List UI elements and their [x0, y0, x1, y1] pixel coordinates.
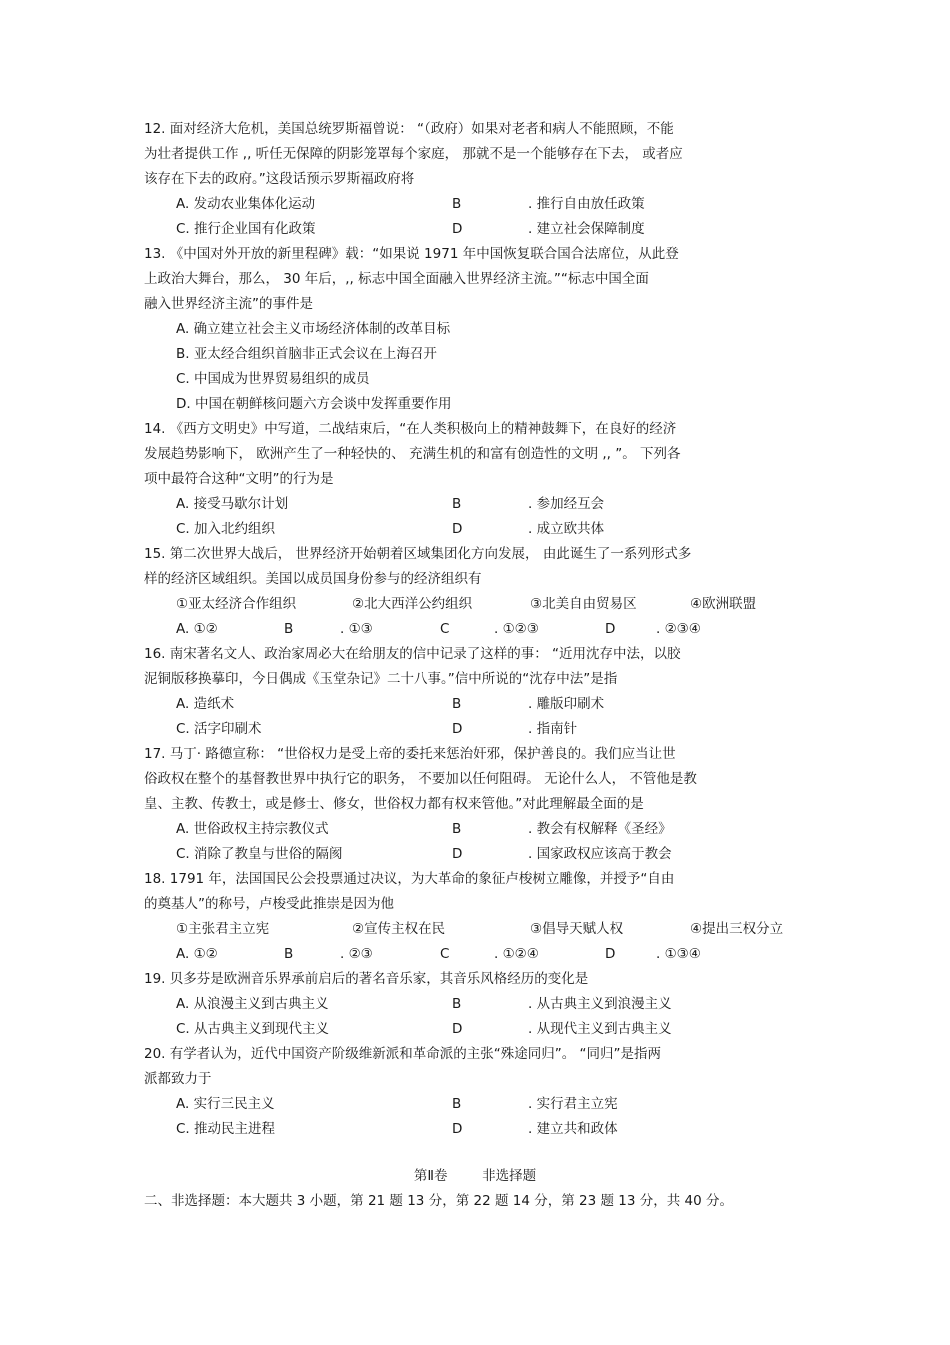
section-title-name: 非选择题	[482, 1168, 537, 1184]
option-letter: B	[452, 496, 462, 512]
question-text-line: 俗政权在整个的基督教世界中执行它的职务， 不要加以任何阻碍。 无论什么人， 不管他是教	[144, 771, 697, 787]
question-text-line: 17. 马丁· 路德宣称： “世俗权力是受上帝的委托来惩治奸邪，保护善良的。我们应当让世	[144, 746, 676, 762]
statement-item: ③北美自由贸易区	[530, 596, 637, 612]
statement-item: ①主张君主立宪	[176, 921, 270, 937]
option-letter: B	[452, 696, 462, 712]
short-option: . ②③④	[656, 621, 701, 637]
question-text-line: 项中最符合这种“文明”的行为是	[144, 471, 334, 487]
option-right: . 实行君主立宪	[528, 1096, 618, 1112]
short-option: . ①②③	[494, 621, 539, 637]
question-text-line: 15. 第二次世界大战后， 世界经济开始朝着区域集团化方向发展， 由此诞生了一系列形式多	[144, 546, 692, 562]
option-left: A. 从浪漫主义到古典主义	[176, 996, 329, 1012]
question-text-line: 该存在下去的政府。”这段话预示罗斯福政府将	[144, 171, 415, 187]
question-text-line: 13. 《中国对外开放的新里程碑》载：“如果说 1971 年中国恢复联合国合法席位，从此登	[144, 246, 679, 262]
statement-item: ①亚太经济合作组织	[176, 596, 297, 612]
section-title	[0, 1166, 950, 1186]
option-letter: B	[452, 1096, 462, 1112]
option-right: . 成立欧共体	[528, 521, 605, 537]
option-right: . 教会有权解释《圣经》	[528, 821, 672, 837]
option-right: . 从古典主义到浪漫主义	[528, 996, 672, 1012]
question-text-line: 皇、主教、传教士，或是修士、修女，世俗权力都有权来管他。”对此理解最全面的是	[144, 796, 644, 812]
question-text-line: 20. 有学者认为，近代中国资产阶级维新派和革命派的主张“殊途同归”。 “同归”是指两	[144, 1046, 662, 1062]
short-option: A. ①②	[176, 946, 218, 962]
option-item: B. 亚太经合组织首脑非正式会议在上海召开	[176, 346, 437, 362]
option-item: A. 确立建立社会主义市场经济体制的改革目标	[176, 321, 451, 337]
option-left: C. 从古典主义到现代主义	[176, 1021, 330, 1037]
statement-item: ②北大西洋公约组织	[352, 596, 473, 612]
option-item: D. 中国在朝鲜核问题六方会谈中发挥重要作用	[176, 396, 452, 412]
option-right: . 国家政权应该高于教会	[528, 846, 672, 862]
question-text-line: 14. 《西方文明史》中写道，二战结束后，“在人类积极向上的精神鼓舞下，在良好的经济	[144, 421, 677, 437]
option-right: . 推行自由放任政策	[528, 196, 645, 212]
option-letter: D	[452, 721, 463, 737]
option-letter: D	[452, 846, 463, 862]
short-option: . ①③④	[656, 946, 701, 962]
option-letter: D	[452, 1021, 463, 1037]
option-left: A. 造纸术	[176, 696, 235, 712]
option-left: C. 加入北约组织	[176, 521, 276, 537]
option-letter: D	[452, 221, 463, 237]
option-left: C. 推行企业国有化政策	[176, 221, 316, 237]
section-instruction: 二、非选择题：本大题共 3 小题，第 21 题 13 分，第 22 题 14 分，第 23 题 13 分，共 40 分。	[144, 1193, 733, 1209]
section-title-part: 第Ⅱ卷	[413, 1168, 448, 1184]
short-option: C	[440, 621, 450, 637]
short-option: C	[440, 946, 450, 962]
question-text-line: 12. 面对经济大危机，美国总统罗斯福曾说： “（政府）如果对老者和病人不能照顾，不能	[144, 121, 674, 137]
option-right: . 指南针	[528, 721, 578, 737]
option-right: . 雕版印刷术	[528, 696, 605, 712]
statement-item: ④提出三权分立	[690, 921, 784, 937]
option-left: A. 接受马歇尔计划	[176, 496, 289, 512]
option-right: . 建立社会保障制度	[528, 221, 645, 237]
short-option: . ②③	[340, 946, 373, 962]
question-text-line: 融入世界经济主流”的事件是	[144, 296, 313, 312]
option-right: . 参加经互会	[528, 496, 605, 512]
option-letter: B	[452, 996, 462, 1012]
option-item: C. 中国成为世界贸易组织的成员	[176, 371, 370, 387]
question-text-line: 18. 1791 年，法国国民公会投票通过决议，为大革命的象征卢梭树立雕像，并授予“自由	[144, 871, 675, 887]
option-letter: D	[452, 1121, 463, 1137]
short-option: D	[605, 621, 616, 637]
question-text-line: 19. 贝多芬是欧洲音乐界承前启后的著名音乐家，其音乐风格经历的变化是	[144, 971, 589, 987]
question-text-line: 样的经济区域组织。美国以成员国身份参与的经济组织有	[144, 571, 482, 587]
short-option: . ①③	[340, 621, 373, 637]
option-letter: B	[452, 196, 462, 212]
question-text-line: 的奠基人”的称号，卢梭受此推崇是因为他	[144, 896, 394, 912]
option-left: C. 活字印刷术	[176, 721, 262, 737]
option-letter: B	[452, 821, 462, 837]
option-left: C. 消除了教皇与世俗的隔阂	[176, 846, 343, 862]
question-text-line: 上政治大舞台，那么， 30 年后，,, 标志中国全面融入世界经济主流。”“标志中国全面	[144, 271, 649, 287]
short-option: . ①②④	[494, 946, 539, 962]
option-left: A. 实行三民主义	[176, 1096, 275, 1112]
statement-item: ③倡导天赋人权	[530, 921, 624, 937]
question-text-line: 为壮者提供工作 ,, 听任无保障的阴影笼罩每个家庭， 那就不是一个能够存在下去， 或者应	[144, 146, 683, 162]
option-right: . 建立共和政体	[528, 1121, 618, 1137]
option-right: . 从现代主义到古典主义	[528, 1021, 672, 1037]
short-option: D	[605, 946, 616, 962]
short-option: B	[284, 946, 294, 962]
question-text-line: 泥铜版移换摹印，今日偶成《玉堂杂记》二十八事。”信中所说的“沈存中法”是指	[144, 671, 618, 687]
question-text-line: 派都致力于	[144, 1071, 212, 1087]
option-left: C. 推动民主进程	[176, 1121, 276, 1137]
option-letter: D	[452, 521, 463, 537]
question-text-line: 16. 南宋著名文人、政治家周必大在给朋友的信中记录了这样的事： “近用沈存中法，以胶	[144, 646, 681, 662]
statement-item: ②宣传主权在民	[352, 921, 446, 937]
option-left: A. 发动农业集体化运动	[176, 196, 316, 212]
statement-item: ④欧洲联盟	[690, 596, 757, 612]
short-option: B	[284, 621, 294, 637]
option-left: A. 世俗政权主持宗教仪式	[176, 821, 329, 837]
question-text-line: 发展趋势影响下， 欧洲产生了一种轻快的、 充满生机的和富有创造性的文明 ,, ”。 下列各	[144, 446, 681, 462]
short-option: A. ①②	[176, 621, 218, 637]
